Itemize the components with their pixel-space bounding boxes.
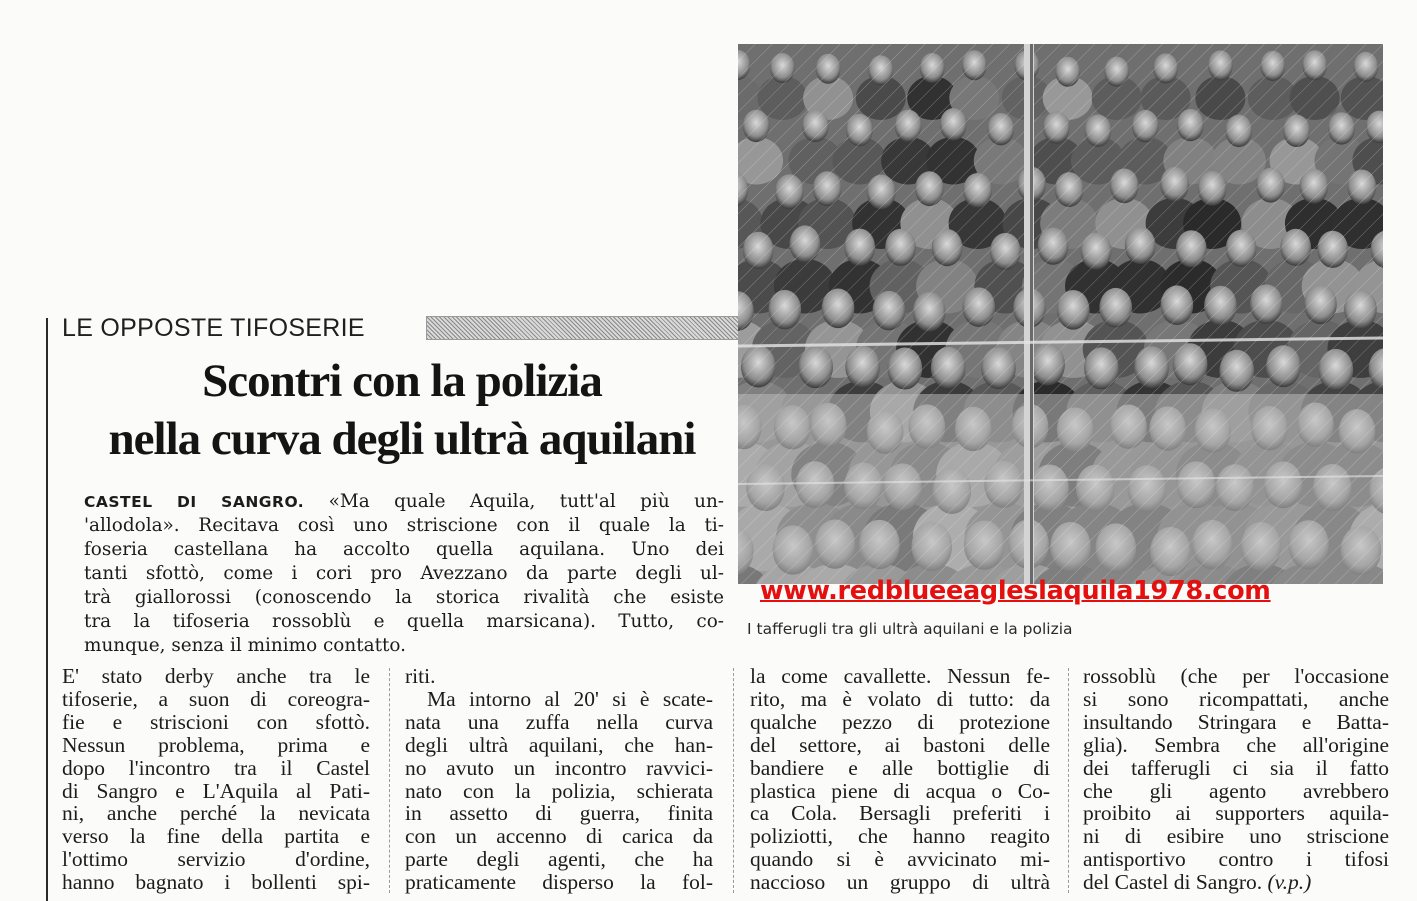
text-line: dopo l'incontro tra il Castel — [62, 755, 370, 780]
text-line: del settore, ai bastoni delle — [750, 732, 1050, 757]
text-line: l'ottimo servizio d'ordine, — [62, 847, 370, 872]
text-line: che gli agento avrebbero — [1083, 778, 1389, 803]
column-rule-left — [46, 318, 48, 901]
kicker-decorative-bar — [426, 316, 754, 340]
text-line: del Castel di Sangro. (v.p.) — [1083, 870, 1312, 895]
body-column-4 — [1083, 665, 1389, 894]
text-line: riti. — [405, 664, 436, 688]
watermark-url: www.redblueeagleslaquila1978.com — [760, 576, 1271, 606]
headline-line-1: Scontri con la polizia — [202, 355, 602, 407]
text-line: degli ultrà aquilani, che han- — [405, 732, 713, 757]
kicker — [62, 312, 365, 344]
text-line: ni di esibire uno striscione — [1083, 824, 1389, 849]
lead-line: tanti sfottò, come i cori pro Avezzano da parte degli ul- — [84, 563, 724, 584]
news-photo — [738, 44, 1383, 584]
text-line: tifoserie, a suon di coreogra- — [62, 686, 370, 711]
text-line: no avuto un incontro ravvici- — [405, 755, 713, 780]
photo-caption: I tafferugli tra gli ultrà aquilani e la polizia — [747, 620, 1073, 638]
body-column-1 — [62, 665, 370, 894]
text-line: plastica piene di acqua o Co- — [750, 778, 1050, 803]
lead-line: foseria castellana ha accolto quella aquilana. Uno dei — [84, 539, 724, 560]
text-line: rossoblù (che per l'occasione — [1083, 664, 1389, 688]
column-separator — [733, 668, 734, 893]
text-line: praticamente disperso la fol- — [405, 870, 713, 895]
text-line: Ma intorno al 20' si è scate- — [427, 686, 713, 711]
text-line: proibito ai supporters aquila- — [1083, 801, 1389, 826]
lead-paragraph — [84, 490, 724, 658]
dateline: CASTEL DI SANGRO. — [84, 493, 305, 511]
text-line: nato con la polizia, schierata — [405, 778, 713, 803]
headline-line-2: nella curva degli ultrà aquilani — [108, 413, 696, 465]
lead-line: trà giallorossi (conoscendo la storica rivalità che esiste — [84, 587, 724, 608]
text-line: hanno bagnato i bollenti spi- — [62, 870, 370, 895]
text-line: si sono ricompattati, anche — [1083, 686, 1389, 711]
lead-line: CASTEL DI SANGRO. «Ma quale Aquila, tutt'al più un- — [84, 491, 725, 512]
lead-line: tra la tifoseria rossoblù e quella marsicana). Tutto, co- — [84, 611, 724, 632]
text-line: dei tafferugli ci sia il fatto — [1083, 755, 1389, 780]
text-line: rito, ma è volato di tutto: da — [750, 686, 1050, 711]
text-line: quando si è avvicinato mi- — [750, 847, 1050, 872]
text-line: bandiere e alle bottiglie di — [750, 755, 1050, 780]
text-line: fie e striscioni con sfottò. — [62, 709, 370, 734]
text-line: insultando Stringara e Batta- — [1083, 709, 1389, 734]
text-line: E' stato derby anche tra le — [62, 664, 370, 688]
author-signature: (v.p.) — [1267, 870, 1312, 895]
text-line: di Sangro e L'Aquila al Pati- — [62, 778, 370, 803]
text-line: ni, anche perché la nevicata — [62, 801, 370, 826]
text-line: verso la fine della partita e — [62, 824, 370, 849]
lead-line: munque, senza il minimo contatto. — [84, 635, 406, 656]
text-line: naccioso un gruppo di ultrà — [750, 870, 1050, 895]
text-line: Nessun problema, prima e — [62, 732, 370, 757]
text-line: in assetto di guerra, finita — [405, 801, 713, 826]
crowd-photo-illustration — [738, 44, 1383, 584]
text-line: ca Cola. Bersagli preferiti i — [750, 801, 1050, 826]
text-line: parte degli agenti, che ha — [405, 847, 713, 872]
headline — [62, 352, 742, 468]
lead-line: 'allodola». Recitava così uno striscione con il quale la ti- — [84, 515, 724, 536]
text-line: con un accenno di carica da — [405, 824, 713, 849]
text-line: antisportivo contro i tifosi — [1083, 847, 1389, 872]
column-separator — [1068, 668, 1069, 893]
body-column-3 — [750, 665, 1050, 894]
text-line: glia). Sembra che all'origine — [1083, 732, 1389, 757]
text-line: qualche pezzo di protezione — [750, 709, 1050, 734]
body-column-2 — [405, 665, 713, 894]
text-line: la come cavallette. Nessun fe- — [750, 664, 1050, 688]
kicker-text: LE OPPOSTE TIFOSERIE — [62, 313, 365, 342]
text-line: nata una zuffa nella curva — [405, 709, 713, 734]
text-line: poliziotti, che hanno reagito — [750, 824, 1050, 849]
column-separator — [389, 668, 390, 893]
